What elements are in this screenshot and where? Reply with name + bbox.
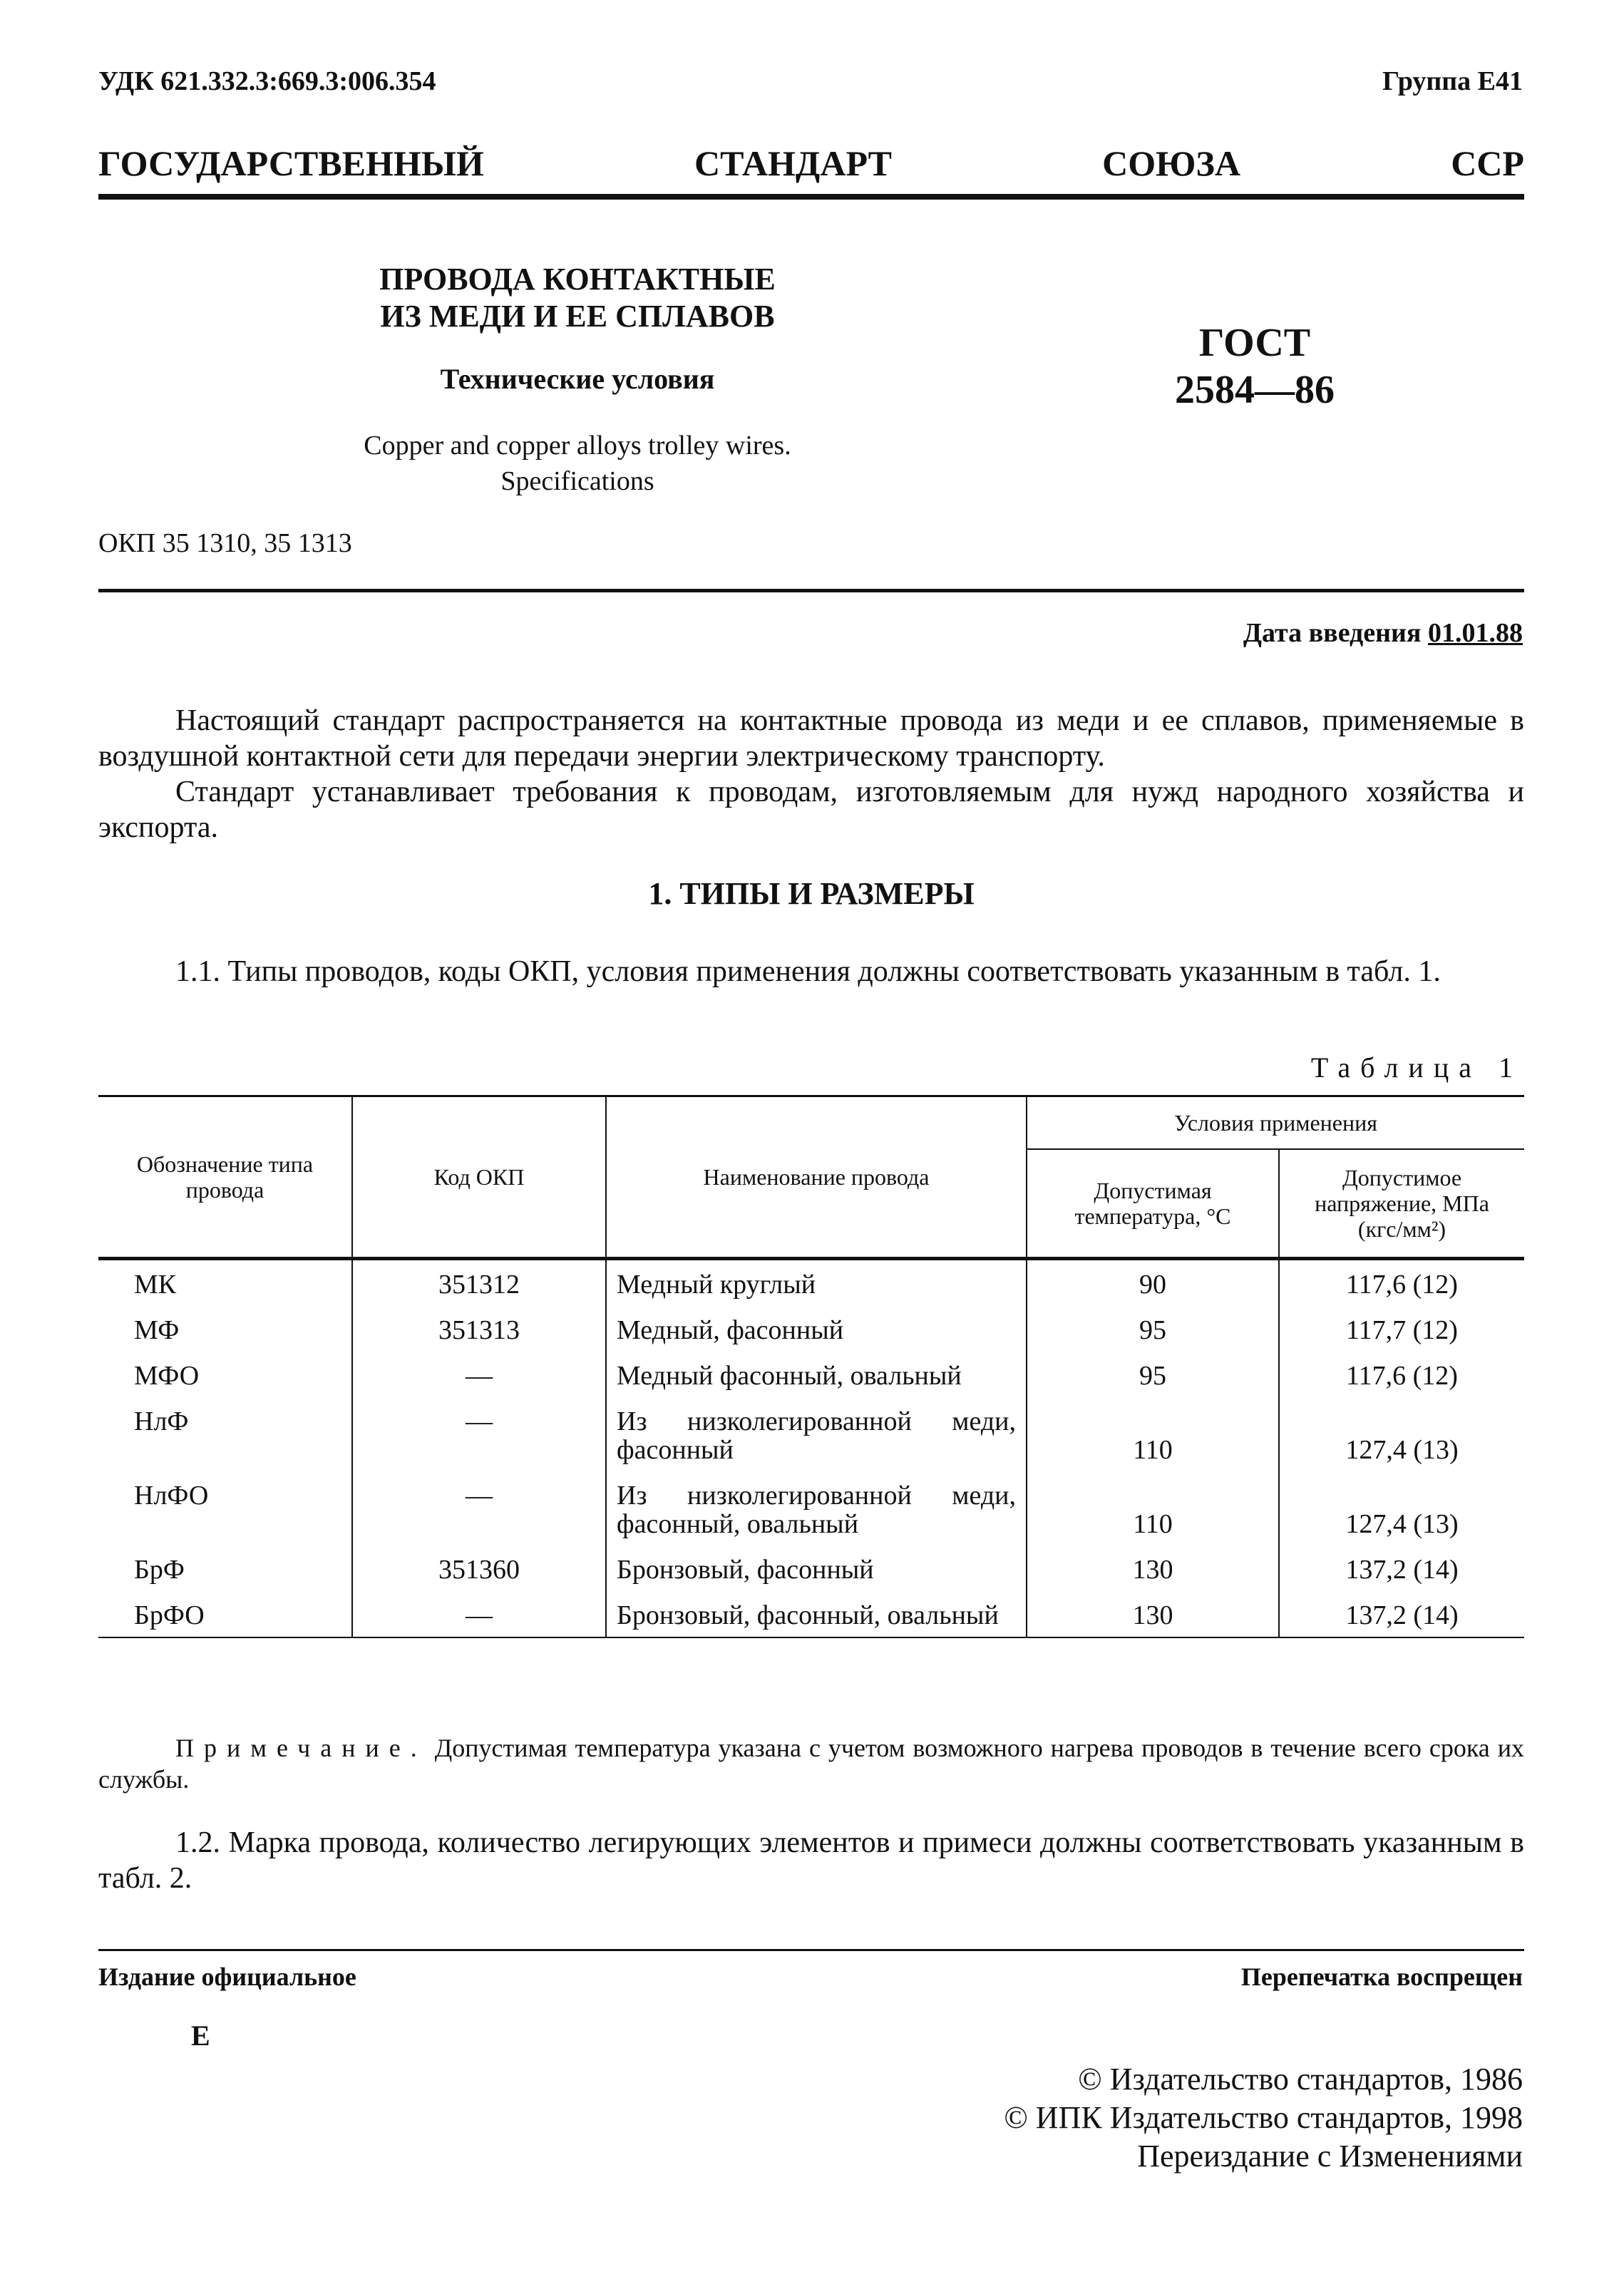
group-code: Группа Е41 [1382, 66, 1523, 96]
english-title-line: Copper and copper alloys trolley wires. [364, 431, 791, 461]
cell-type: БрФО [98, 1591, 352, 1637]
copyright-line: © Издательство стандартов, 1986 [1078, 2062, 1523, 2097]
copyright-line: © ИПК Издательство стандартов, 1998 [1004, 2100, 1523, 2135]
cell-temperature: 110 [1027, 1471, 1279, 1545]
table-note [98, 1732, 1524, 1795]
state-standard-word: СТАНДАРТ [694, 143, 892, 183]
okp-codes: ОКП 35 1310, 35 1313 [98, 528, 352, 558]
introduction-date-value: 01.01.88 [1428, 618, 1523, 648]
header-stress-line: Допустимое напряжение, МПа [1315, 1165, 1489, 1216]
table-row [98, 1352, 1524, 1397]
introduction-date-label: Дата введения [1243, 618, 1422, 648]
table-caption: Таблица 1 [1310, 1051, 1523, 1084]
header-conditions: Условия применения [1027, 1096, 1524, 1150]
header-temperature: Допустимая температура, °С [1027, 1149, 1279, 1259]
cell-type: МК [134, 1270, 177, 1300]
note-text: Допустимая температура указана с учетом возможного нагрева проводов в течение всего срока их службы. [98, 1734, 1525, 1794]
english-title [271, 428, 884, 499]
title-rule [98, 589, 1524, 592]
cell-name: Медный круглый [606, 1259, 1027, 1307]
table-wire-types [98, 1095, 1524, 1638]
header-stress [1279, 1149, 1524, 1259]
cell-name: Бронзовый, фасонный, овальный [606, 1591, 1027, 1637]
udk-code: УДК 621.332.3:669.3:006.354 [98, 66, 436, 96]
paragraph-scope: Настоящий стандарт распространяется на контактные провода из меди и ее сплавов, применяемые в воздушной контактной сети для передачи энергии электрическому транспорту. [98, 704, 1524, 773]
cell-type: МФ [134, 1315, 180, 1345]
cell-code: 351360 [352, 1545, 606, 1591]
reprint-notice: Перепечатка воспрещен [1240, 1963, 1523, 1991]
cell-code: 351312 [352, 1259, 606, 1307]
cell-name: Из низколегированной меди, фасонный, овальный [606, 1471, 1027, 1545]
table-row [98, 1306, 1524, 1352]
document-subtitle: Технические условия [440, 363, 715, 395]
cell-name: Медный фасонный, овальный [606, 1352, 1027, 1397]
copyright-block [1004, 2060, 1523, 2176]
state-standard-word: ГОСУДАРСТВЕННЫЙ [98, 143, 484, 183]
cell-stress: 137,2 (14) [1279, 1591, 1524, 1637]
footer-rule [98, 1949, 1524, 1951]
paragraph-1-2: 1.2. Марка провода, количество легирующих элементов и примеси должны соответствовать указанным в табл. 2. [98, 1826, 1524, 1895]
cell-stress: 117,6 (12) [1279, 1352, 1524, 1397]
table-row [98, 1471, 1524, 1545]
header-rule [98, 194, 1524, 200]
cell-stress: 127,4 (13) [1279, 1397, 1524, 1471]
header-stress-unit: (кгс/мм²) [1357, 1216, 1446, 1242]
cell-code: — [352, 1471, 606, 1545]
cell-code: 351313 [352, 1306, 606, 1352]
table-row [98, 1397, 1524, 1471]
state-standard-word: ССР [1451, 143, 1524, 183]
cell-type: НлФ [134, 1406, 189, 1436]
cell-code: — [352, 1397, 606, 1471]
edition-letter: Е [191, 2020, 210, 2052]
cell-code: — [352, 1591, 606, 1637]
cell-stress: 127,4 (13) [1279, 1471, 1524, 1545]
cell-stress: 137,2 (14) [1279, 1545, 1524, 1591]
table-row [98, 1591, 1524, 1637]
cell-type: НлФО [134, 1481, 209, 1511]
gost-label: ГОСТ [1198, 321, 1311, 365]
title-line: ИЗ МЕДИ И ЕЕ СПЛАВОВ [380, 299, 775, 334]
header-wire-type: Обозначение типа провода [136, 1151, 314, 1203]
cell-name: Бронзовый, фасонный [606, 1545, 1027, 1591]
section-heading: 1. ТИПЫ И РАЗМЕРЫ [648, 876, 975, 911]
cell-code: — [352, 1352, 606, 1397]
gost-designation [1112, 319, 1397, 413]
state-standard-heading [98, 143, 1524, 184]
table-row [98, 1259, 1524, 1307]
cell-type: БрФ [134, 1555, 185, 1585]
paragraph-1-1: 1.1. Типы проводов, коды ОКП, условия применения должны соответствовать указанным в табл. 1. [175, 955, 1441, 988]
cell-name: Из низколегированной меди, фасонный [606, 1397, 1027, 1471]
gost-number: 2584—86 [1175, 368, 1335, 412]
reissue-line: Переиздание с Изменениями [1137, 2139, 1523, 2174]
cell-temperature: 95 [1027, 1352, 1279, 1397]
document-title [299, 261, 855, 335]
paragraph-requirements: Стандарт устанавливает требования к проводам, изготовляемым для нужд народного хозяйства и экспорта. [98, 776, 1524, 844]
edition-label: Издание официальное [98, 1963, 356, 1991]
header-okp-code: Код ОКП [352, 1096, 606, 1259]
table-row [98, 1545, 1524, 1591]
cell-temperature: 90 [1027, 1259, 1279, 1307]
cell-temperature: 130 [1027, 1591, 1279, 1637]
title-line: ПРОВОДА КОНТАКТНЫЕ [379, 262, 776, 297]
cell-temperature: 95 [1027, 1306, 1279, 1352]
introduction-date [1243, 617, 1523, 649]
cell-temperature: 130 [1027, 1545, 1279, 1591]
note-label: Примечание. [175, 1734, 427, 1762]
cell-stress: 117,6 (12) [1279, 1259, 1524, 1307]
cell-stress: 117,7 (12) [1279, 1306, 1524, 1352]
state-standard-word: СОЮЗА [1102, 143, 1240, 183]
english-title-line: Specifications [500, 466, 654, 496]
cell-name: Медный, фасонный [606, 1306, 1027, 1352]
cell-temperature: 110 [1027, 1397, 1279, 1471]
cell-type: МФО [134, 1361, 200, 1391]
header-wire-name: Наименование провода [606, 1096, 1027, 1259]
